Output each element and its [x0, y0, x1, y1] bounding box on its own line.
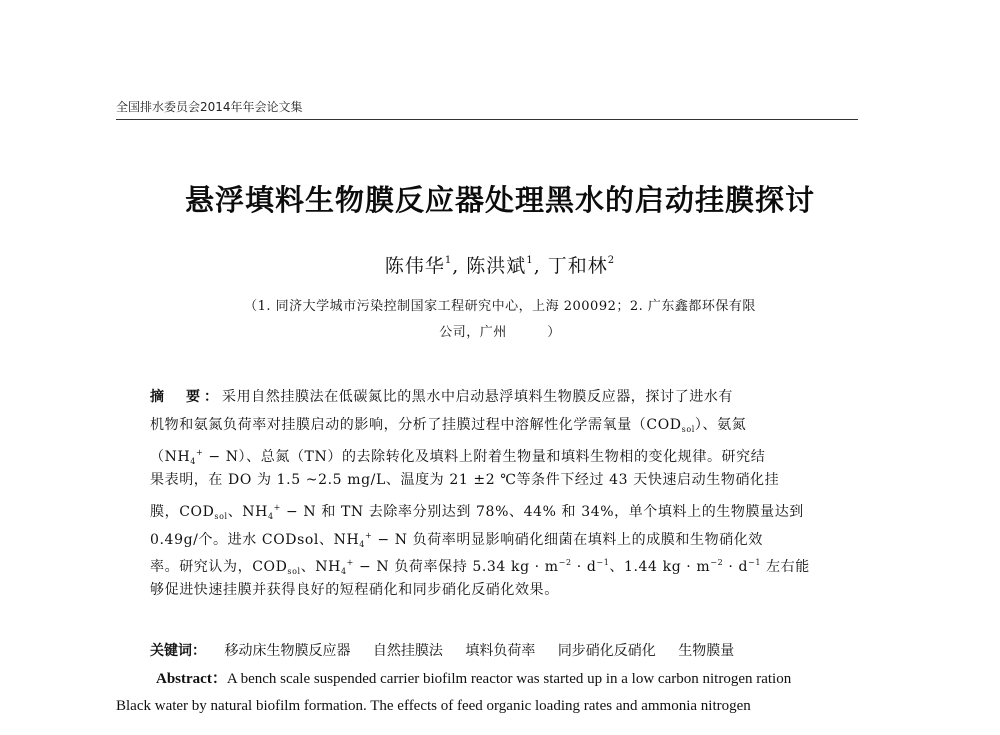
affiliation-line: （1. 同济大学城市污染控制国家工程研究中心，上海 200092；2. 广东鑫都环保有限	[244, 299, 756, 314]
affiliation-line: 公司，广州 ）	[439, 325, 561, 340]
paper-title: 悬浮填料生物膜反应器处理黑水的启动挂膜探讨	[184, 183, 815, 217]
author-list: 陈伟华$^1$, 陈洪斌$^1$, 丁和林$^2$	[384, 255, 616, 277]
keyword: 移动床生物膜反应器	[224, 643, 351, 659]
author-affil-marker: 1	[444, 255, 453, 266]
abstract-line: 0.49g/个。进水 CODsol、$NH_4^+ - N$ 负荷率明显影响硝化细菌在填料上的成膜和生物硝化效	[150, 530, 764, 549]
keyword: 填料负荷率	[465, 643, 536, 659]
author-name: 丁和林	[547, 255, 608, 277]
header-rule	[116, 119, 858, 120]
abstract-label: Abstract：	[156, 671, 227, 687]
keyword: 自然挂膜法	[372, 643, 443, 659]
abstract-line: 摘 要：采用自然挂膜法在低碳氮比的黑水中启动悬浮填料生物膜反应器，探讨了进水有	[150, 389, 733, 405]
abstract-line: $(NH_4^+ - N)$、总氮（TN）的去除转化及填料上附着生物量和填料生物相的变化规律。研究结	[150, 448, 766, 466]
keyword: 同步硝化反硝化	[557, 643, 656, 659]
running-head: 全国排水委员会2014年年会论文集	[116, 100, 303, 114]
english-abstract	[116, 666, 861, 720]
chinese-abstract	[150, 384, 850, 604]
keywords-label: 关键词：	[150, 643, 206, 659]
author-affil-marker: 2	[607, 255, 616, 266]
keywords	[150, 640, 752, 660]
abstract-line: 机物和氨氮负荷率对挂膜启动的影响，分析了挂膜过程中溶解性化学需氧量$(COD_{sol})$、氨氮	[150, 416, 747, 434]
abstract-line: 果表明，在 DO 为 1.5 ~2.5 mg/L、温度为 21 ±2 ℃等条件下经过 43 天快速启动生物硝化挂	[150, 471, 780, 488]
abstract-line: Black water by natural biofilm formation. The effects of feed organic loading rates and ammonia nitrogen	[116, 698, 751, 714]
author-name: 陈伟华	[384, 255, 445, 277]
abstract-line: Abstract：A bench scale suspended carrier biofilm reactor was started up in a low carbon nitrogen ration	[156, 671, 792, 687]
abstract-line: 膜，$COD_{sol}$、$NH_4^+ - N$ 和 TN 去除率分别达到 78%、44% 和 34%，单个填料上的生物膜量达到	[150, 503, 804, 521]
abstract-line: 率。研究认为，$COD_{sol}$、$NH_4^+ - N$ 负荷率保持 5.34 kg · $m^{-2} \cdot d^{-1}$、1.44 kg · $m^{-2} \cdot d^{-1}$ 左右能	[150, 558, 810, 576]
abstract-label: 摘 要：	[150, 389, 222, 405]
author-affil-marker: 1	[526, 255, 534, 266]
abstract-line: 够促进快速挂膜并获得良好的短程硝化和同步硝化反硝化效果。	[150, 581, 559, 598]
keyword: 生物膜量	[678, 643, 735, 659]
author-name: 陈洪斌	[466, 255, 527, 277]
